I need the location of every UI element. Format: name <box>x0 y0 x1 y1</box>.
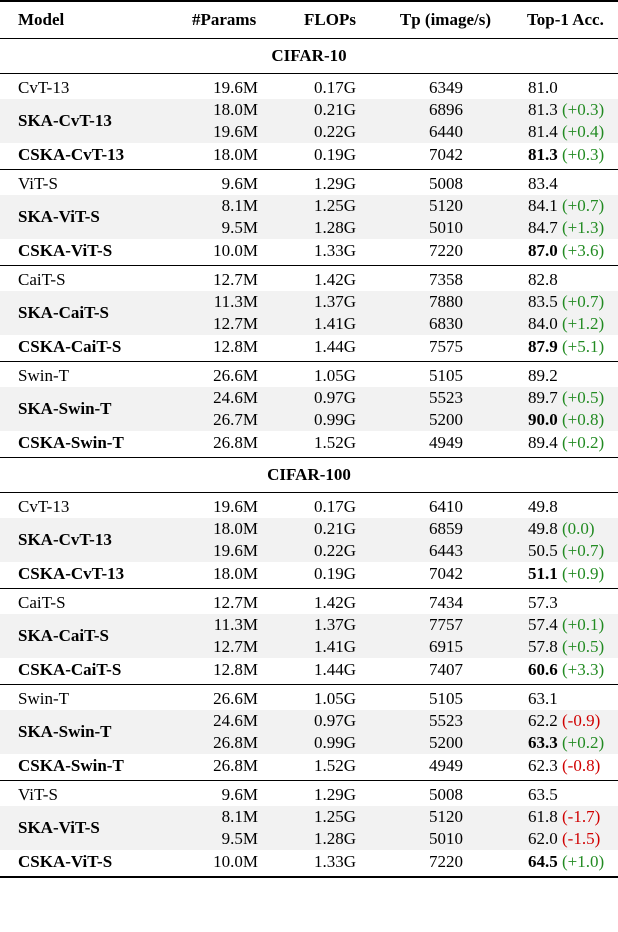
table-body <box>0 38 618 876</box>
table-row <box>0 431 618 455</box>
tp-cell: 5008 <box>429 785 463 804</box>
acc-delta: (-0.9) <box>562 711 601 730</box>
acc-cell <box>463 365 558 387</box>
tp-cell: 7880 <box>429 292 463 311</box>
acc-cell <box>463 710 600 732</box>
acc-delta: (+0.7) <box>562 541 605 560</box>
params-cell: 18.0M <box>213 145 258 164</box>
params-cell: 10.0M <box>213 852 258 871</box>
table-row <box>0 688 618 710</box>
tp-cell: 5105 <box>429 366 463 385</box>
acc-delta: (+0.2) <box>562 433 605 452</box>
acc-cell <box>463 121 604 143</box>
model-cell: SKA-CvT-13 <box>18 530 112 549</box>
acc-cell <box>463 732 604 754</box>
params-cell: 26.8M <box>213 756 258 775</box>
tp-cell: 6830 <box>429 314 463 333</box>
model-cell: SKA-CaiT-S <box>18 303 110 322</box>
bottom-rule <box>0 876 618 878</box>
acc-value: 87.9 <box>528 337 558 356</box>
acc-cell <box>463 173 558 195</box>
tp-cell: 7407 <box>429 660 463 679</box>
model-cell: CSKA-Swin-T <box>18 756 124 775</box>
table-row <box>164 217 604 239</box>
flops-cell: 1.28G <box>313 218 356 237</box>
acc-value: 63.1 <box>528 689 558 708</box>
params-cell: 24.6M <box>213 711 258 730</box>
acc-delta: (+0.5) <box>562 388 605 407</box>
acc-value: 57.3 <box>528 593 558 612</box>
params-cell: 9.6M <box>221 174 258 193</box>
params-cell: 19.6M <box>213 541 258 560</box>
table-row <box>164 540 604 562</box>
tp-cell: 5120 <box>429 807 463 826</box>
acc-cell <box>463 562 604 586</box>
tp-cell: 5120 <box>429 196 463 215</box>
acc-value: 89.4 <box>528 433 558 452</box>
acc-value: 81.4 <box>528 122 558 141</box>
params-cell: 26.6M <box>213 689 258 708</box>
model-cell: ViT-S <box>18 785 58 804</box>
params-cell: 18.0M <box>213 519 258 538</box>
tp-cell: 7575 <box>429 337 463 356</box>
table-row-pair <box>0 614 618 658</box>
model-cell: SKA-Swin-T <box>18 722 112 741</box>
flops-cell: 0.99G <box>313 733 356 752</box>
params-cell: 12.8M <box>213 337 258 356</box>
params-cell: 11.3M <box>213 615 258 634</box>
params-cell: 10.0M <box>213 241 258 260</box>
tp-cell: 7220 <box>429 852 463 871</box>
header-acc: Top-1 Acc. <box>527 10 604 29</box>
model-group <box>0 266 618 361</box>
tp-cell: 5200 <box>429 410 463 429</box>
acc-cell <box>463 239 604 263</box>
acc-cell <box>463 688 558 710</box>
params-cell: 8.1M <box>221 807 258 826</box>
params-cell: 11.3M <box>213 292 258 311</box>
acc-delta: (+0.5) <box>562 637 605 656</box>
acc-value: 81.3 <box>528 145 558 164</box>
acc-cell <box>463 540 604 562</box>
acc-delta: (-1.7) <box>562 807 601 826</box>
acc-cell <box>463 77 558 99</box>
params-cell: 12.7M <box>213 637 258 656</box>
table-row-pair <box>0 99 618 143</box>
params-cell: 12.8M <box>213 660 258 679</box>
tp-cell: 5105 <box>429 689 463 708</box>
tp-cell: 6915 <box>429 637 463 656</box>
table-row <box>164 313 604 335</box>
acc-delta: (+0.1) <box>562 615 605 634</box>
flops-cell: 1.41G <box>313 637 356 656</box>
table-row <box>0 173 618 195</box>
tp-cell: 6349 <box>429 78 463 97</box>
table-row <box>0 335 618 359</box>
flops-cell: 0.21G <box>313 100 356 119</box>
acc-delta: (+1.2) <box>562 314 605 333</box>
params-cell: 9.5M <box>221 218 258 237</box>
acc-cell <box>463 592 558 614</box>
params-cell: 26.8M <box>213 433 258 452</box>
table-row <box>0 850 618 874</box>
tp-cell: 7358 <box>429 270 463 289</box>
acc-value: 51.1 <box>528 564 558 583</box>
acc-value: 50.5 <box>528 541 558 560</box>
acc-delta: (+5.1) <box>562 337 605 356</box>
section-title: CIFAR-100 <box>267 465 351 484</box>
acc-value: 57.8 <box>528 637 558 656</box>
acc-value: 82.8 <box>528 270 558 289</box>
table-row <box>0 143 618 167</box>
acc-value: 87.0 <box>528 241 558 260</box>
acc-delta: (+0.8) <box>562 410 605 429</box>
flops-cell: 0.97G <box>313 388 356 407</box>
model-group <box>0 493 618 588</box>
acc-cell <box>463 828 600 850</box>
acc-delta: (+3.6) <box>562 241 605 260</box>
acc-cell <box>463 496 558 518</box>
table-row <box>0 77 618 99</box>
model-cell: CSKA-CvT-13 <box>18 564 125 583</box>
tp-cell: 7757 <box>429 615 463 634</box>
flops-cell: 1.37G <box>313 292 356 311</box>
model-cell: CvT-13 <box>18 497 70 516</box>
model-cell: CvT-13 <box>18 78 70 97</box>
acc-delta: (-0.8) <box>562 756 601 775</box>
table-row <box>164 732 604 754</box>
flops-cell: 1.42G <box>313 593 356 612</box>
acc-cell <box>463 195 604 217</box>
flops-cell: 0.19G <box>313 145 356 164</box>
params-cell: 12.7M <box>213 270 258 289</box>
flops-cell: 1.52G <box>313 433 356 452</box>
flops-cell: 1.41G <box>313 314 356 333</box>
params-cell: 12.7M <box>213 314 258 333</box>
tp-cell: 6896 <box>429 100 463 119</box>
acc-value: 62.0 <box>528 829 558 848</box>
flops-cell: 0.99G <box>313 410 356 429</box>
flops-cell: 1.29G <box>313 785 356 804</box>
model-cell: CSKA-Swin-T <box>18 433 124 452</box>
tp-cell: 5523 <box>429 388 463 407</box>
table-row <box>0 496 618 518</box>
table-row-pair <box>0 195 618 239</box>
acc-value: 84.1 <box>528 196 558 215</box>
tp-cell: 7220 <box>429 241 463 260</box>
model-cell: SKA-CvT-13 <box>18 111 112 130</box>
table-row-pair <box>0 387 618 431</box>
model-group <box>0 781 618 876</box>
acc-value: 81.3 <box>528 100 558 119</box>
acc-value: 81.0 <box>528 78 558 97</box>
acc-cell <box>463 99 604 121</box>
header-model: Model <box>18 10 65 29</box>
params-cell: 12.7M <box>213 593 258 612</box>
table-row-pair <box>0 806 618 850</box>
table-row <box>164 806 600 828</box>
flops-cell: 1.25G <box>313 807 356 826</box>
acc-delta: (+0.4) <box>562 122 605 141</box>
acc-value: 84.0 <box>528 314 558 333</box>
tp-cell: 6410 <box>429 497 463 516</box>
params-cell: 19.6M <box>213 122 258 141</box>
flops-cell: 1.28G <box>313 829 356 848</box>
acc-cell <box>463 217 604 239</box>
params-cell: 24.6M <box>213 388 258 407</box>
table-row-pair <box>0 710 618 754</box>
acc-cell <box>463 658 604 682</box>
model-group <box>0 74 618 169</box>
acc-cell <box>463 387 604 409</box>
flops-cell: 1.05G <box>313 689 356 708</box>
table-row <box>0 239 618 263</box>
model-cell: CaiT-S <box>18 593 66 612</box>
acc-cell <box>463 614 604 636</box>
table-row <box>164 195 604 217</box>
acc-delta: (+0.7) <box>562 196 605 215</box>
tp-cell: 4949 <box>429 756 463 775</box>
model-group <box>0 170 618 265</box>
table-row-pair <box>0 291 618 335</box>
model-group <box>0 362 618 457</box>
acc-value: 63.3 <box>528 733 558 752</box>
model-cell: SKA-ViT-S <box>18 207 100 226</box>
acc-cell <box>463 409 604 431</box>
acc-delta: (+3.3) <box>562 660 605 679</box>
flops-cell: 0.22G <box>313 541 356 560</box>
flops-cell: 1.42G <box>313 270 356 289</box>
tp-cell: 4949 <box>429 433 463 452</box>
model-cell: CSKA-ViT-S <box>18 852 113 871</box>
flops-cell: 1.44G <box>313 337 356 356</box>
flops-cell: 1.33G <box>313 852 356 871</box>
flops-cell: 1.25G <box>313 196 356 215</box>
flops-cell: 1.37G <box>313 615 356 634</box>
acc-cell <box>463 850 604 874</box>
acc-value: 57.4 <box>528 615 558 634</box>
acc-value: 84.7 <box>528 218 558 237</box>
acc-delta: (+0.9) <box>562 564 605 583</box>
params-cell: 19.6M <box>213 497 258 516</box>
model-cell: Swin-T <box>18 366 69 385</box>
params-cell: 9.5M <box>221 829 258 848</box>
acc-value: 62.2 <box>528 711 558 730</box>
params-cell: 9.6M <box>221 785 258 804</box>
params-cell: 18.0M <box>213 100 258 119</box>
model-cell: CSKA-CvT-13 <box>18 145 125 164</box>
acc-cell <box>463 143 604 167</box>
params-cell: 18.0M <box>213 564 258 583</box>
model-cell: SKA-ViT-S <box>18 818 100 837</box>
header-tp: Tp (image/s) <box>399 10 491 29</box>
table-row-pair <box>0 518 618 562</box>
table-row <box>0 592 618 614</box>
params-cell: 26.7M <box>213 410 258 429</box>
acc-value: 62.3 <box>528 756 558 775</box>
acc-delta: (0.0) <box>562 519 595 538</box>
acc-cell <box>463 754 600 778</box>
model-cell: CSKA-CaiT-S <box>18 660 122 679</box>
tp-cell: 7434 <box>429 593 463 612</box>
acc-value: 90.0 <box>528 410 558 429</box>
table-row <box>164 99 604 121</box>
acc-value: 83.5 <box>528 292 558 311</box>
flops-cell: 0.17G <box>313 497 356 516</box>
acc-cell <box>463 636 604 658</box>
flops-cell: 1.44G <box>313 660 356 679</box>
table-row <box>0 269 618 291</box>
params-cell: 26.6M <box>213 366 258 385</box>
flops-cell: 0.19G <box>313 564 356 583</box>
table-row <box>0 754 618 778</box>
model-group <box>0 589 618 684</box>
acc-cell <box>463 518 595 540</box>
acc-value: 89.2 <box>528 366 558 385</box>
model-cell: CSKA-ViT-S <box>18 241 113 260</box>
table-row <box>164 291 604 313</box>
acc-cell <box>463 784 558 806</box>
table-row <box>164 828 600 850</box>
flops-cell: 1.33G <box>313 241 356 260</box>
params-cell: 26.8M <box>213 733 258 752</box>
acc-cell <box>463 806 600 828</box>
tp-cell: 7042 <box>429 145 463 164</box>
acc-value: 89.7 <box>528 388 558 407</box>
flops-cell: 0.22G <box>313 122 356 141</box>
acc-value: 64.5 <box>528 852 558 871</box>
acc-delta: (+1.3) <box>562 218 605 237</box>
flops-cell: 1.52G <box>313 756 356 775</box>
acc-value: 83.4 <box>528 174 558 193</box>
acc-delta: (+0.7) <box>562 292 605 311</box>
tp-cell: 6859 <box>429 519 463 538</box>
table-row <box>0 784 618 806</box>
acc-value: 49.8 <box>528 519 558 538</box>
acc-value: 49.8 <box>528 497 558 516</box>
tp-cell: 5200 <box>429 733 463 752</box>
header-row <box>0 2 618 38</box>
model-cell: SKA-CaiT-S <box>18 626 110 645</box>
section-title: CIFAR-10 <box>271 46 347 65</box>
table-row <box>164 614 604 636</box>
acc-value: 60.6 <box>528 660 558 679</box>
model-cell: ViT-S <box>18 174 58 193</box>
table-row <box>164 518 604 540</box>
header-params: #Params <box>192 10 257 29</box>
table-row <box>0 365 618 387</box>
table-row <box>164 409 604 431</box>
flops-cell: 0.97G <box>313 711 356 730</box>
tp-cell: 5010 <box>429 218 463 237</box>
acc-delta: (+0.3) <box>562 100 605 119</box>
tp-cell: 6443 <box>429 541 463 560</box>
tp-cell: 7042 <box>429 564 463 583</box>
flops-cell: 1.05G <box>313 366 356 385</box>
model-cell: SKA-Swin-T <box>18 399 112 418</box>
table-row <box>0 562 618 586</box>
acc-cell <box>463 269 558 291</box>
model-cell: CSKA-CaiT-S <box>18 337 122 356</box>
table-row <box>164 387 604 409</box>
tp-cell: 6440 <box>429 122 463 141</box>
table-row <box>164 121 604 143</box>
params-cell: 8.1M <box>221 196 258 215</box>
acc-value: 63.5 <box>528 785 558 804</box>
model-cell: Swin-T <box>18 689 69 708</box>
tp-cell: 5523 <box>429 711 463 730</box>
tp-cell: 5008 <box>429 174 463 193</box>
header-flops: FLOPs <box>304 10 356 29</box>
acc-cell <box>463 313 604 335</box>
flops-cell: 0.17G <box>313 78 356 97</box>
params-cell: 19.6M <box>213 78 258 97</box>
table-row <box>164 710 604 732</box>
table-row <box>164 636 604 658</box>
flops-cell: 1.29G <box>313 174 356 193</box>
acc-cell <box>463 291 604 313</box>
table-row <box>0 658 618 682</box>
acc-cell <box>463 335 604 359</box>
acc-delta: (-1.5) <box>562 829 601 848</box>
acc-delta: (+0.2) <box>562 733 605 752</box>
acc-delta: (+1.0) <box>562 852 605 871</box>
flops-cell: 0.21G <box>313 519 356 538</box>
model-group <box>0 685 618 780</box>
acc-delta: (+0.3) <box>562 145 605 164</box>
acc-value: 61.8 <box>528 807 558 826</box>
model-cell: CaiT-S <box>18 270 66 289</box>
tp-cell: 5010 <box>429 829 463 848</box>
acc-cell <box>463 431 604 455</box>
